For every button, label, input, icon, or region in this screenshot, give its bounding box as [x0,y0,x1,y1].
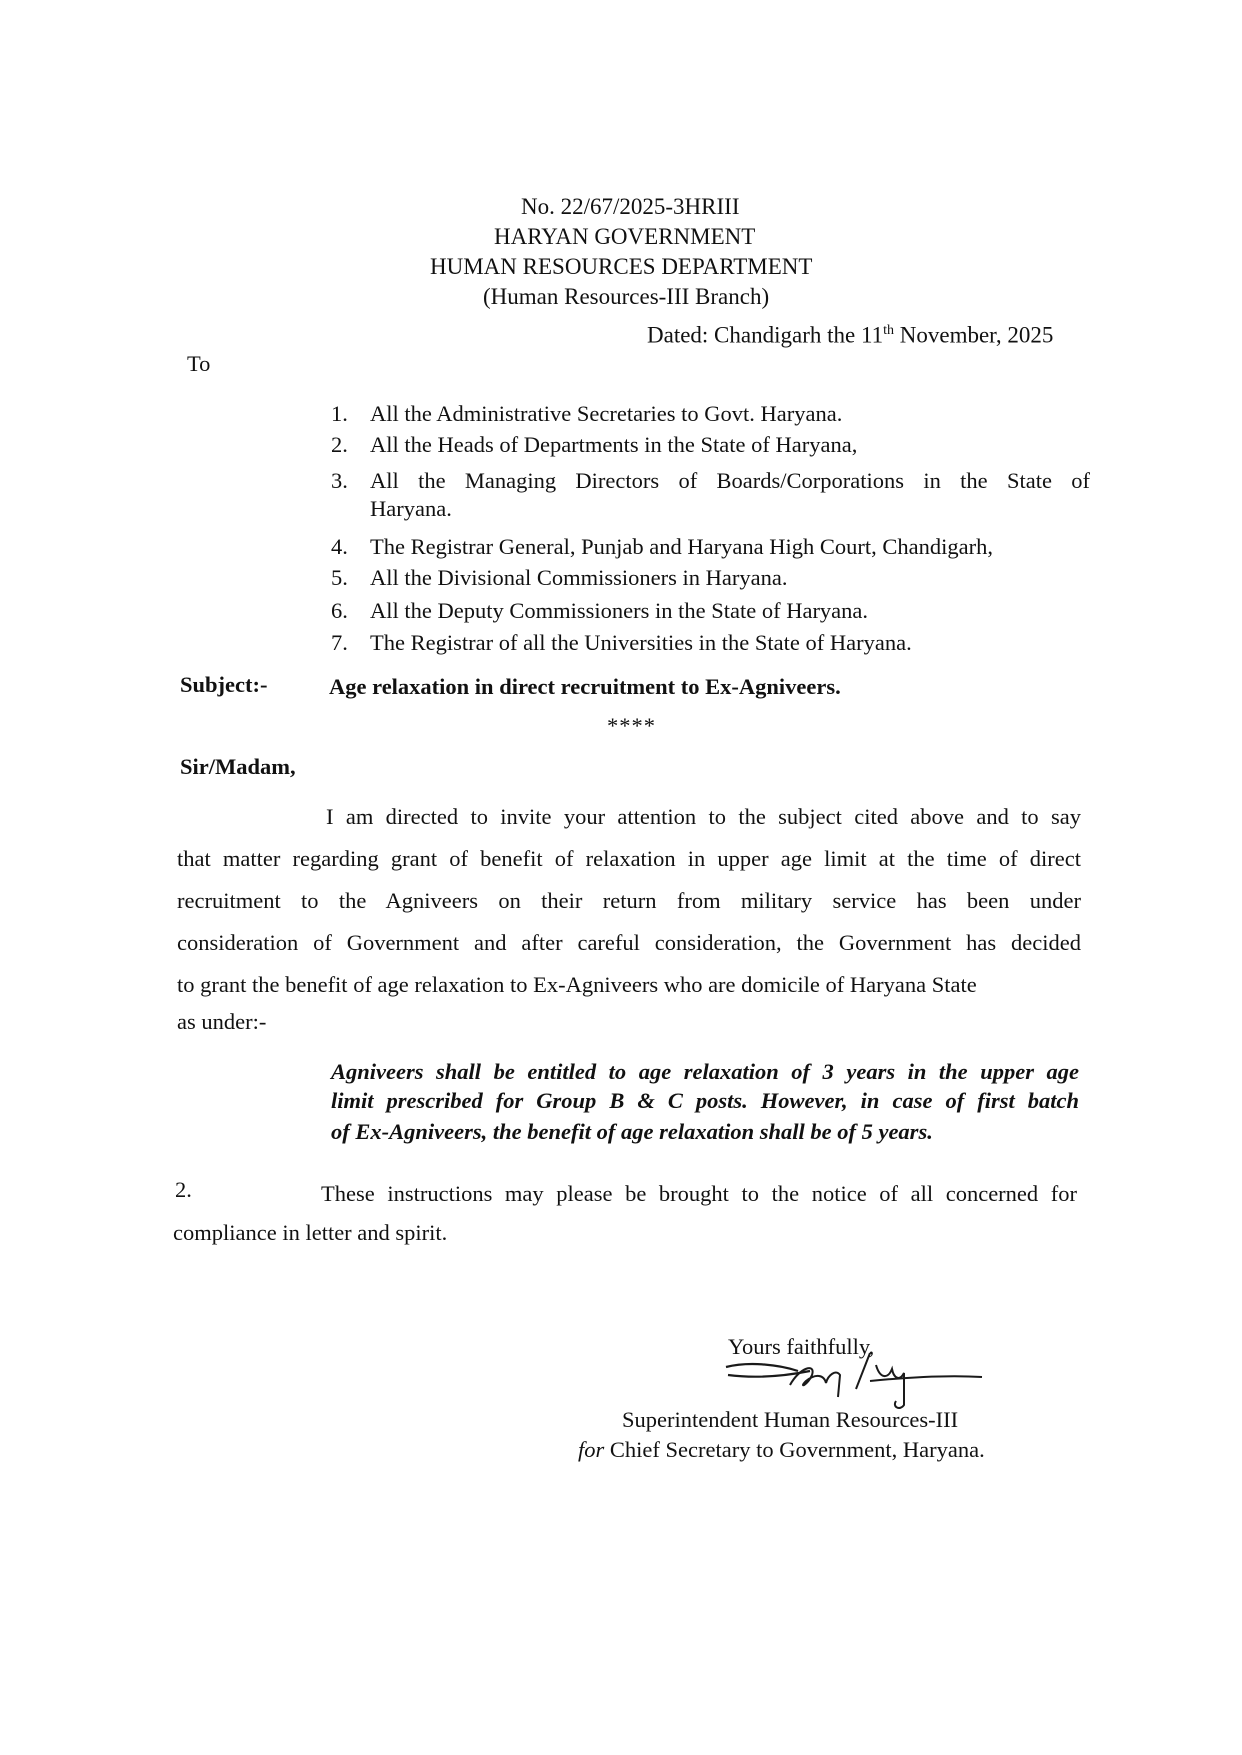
recipient-text [370,629,1090,657]
for-rest: Chief Secretary to Government, Haryana. [604,1437,985,1462]
file-number: No. 22/67/2025-3HRIII [521,194,740,219]
recipient-number: 4. [331,534,348,559]
recipient-text [370,533,1090,561]
salutation: Sir/Madam, [180,754,296,779]
para2-number: 2. [175,1177,192,1202]
recipient-number: 6. [331,598,348,623]
recipient-text [370,564,1090,592]
recipient-line: All the Deputy Commissioners in the State of Haryana. [370,598,869,623]
recipient-text [370,400,1090,428]
para1-line: recruitment to the Agniveers on their return from military service has been under [177,888,1081,913]
signature [720,1345,990,1415]
branch-name: (Human Resources-III Branch) [483,284,770,309]
recipient-line: The Registrar of all the Universities in the State of Haryana. [370,630,912,655]
department-name: HUMAN RESOURCES DEPARTMENT [430,254,813,279]
dated-suffix: November, 2025 [894,322,1054,348]
government-name: HARYAN GOVERNMENT [494,224,756,249]
signatory-designation: Superintendent Human Resources-III [622,1407,959,1432]
recipient-number: 5. [331,565,348,590]
recipient-text [370,597,1090,625]
subject-text: Age relaxation in direct recruitment to Ex-Agniveers. [329,674,841,699]
dated-superscript: th [883,323,894,338]
recipient-line: All the Divisional Commissioners in Haryana. [370,565,788,590]
recipient-line: All the Managing Directors of Boards/Corporations in the State of [370,468,1090,493]
yours-faithfully: Yours faithfully, [728,1334,875,1359]
dated-line [647,317,1053,350]
recipient-text [370,431,1090,459]
recipient-line: Haryana. [370,496,452,521]
to-label: To [187,351,211,376]
recipient-number: 2. [331,432,348,457]
recipient-line: The Registrar General, Punjab and Haryana High Court, Chandigarh, [370,534,993,559]
para1-line: to grant the benefit of age relaxation to Ex-Agniveers who are domicile of Haryana State [177,972,977,997]
quote-line: of Ex-Agniveers, the benefit of age relaxation shall be of 5 years. [331,1119,933,1144]
recipient-line: All the Heads of Departments in the State of Haryana, [370,432,858,457]
para2-line: compliance in letter and spirit. [173,1220,448,1245]
recipient-number: 7. [331,630,348,655]
quote-line: limit prescribed for Group B & C posts. However, in case of first batch [331,1088,1079,1113]
recipient-number: 1. [331,401,348,426]
recipient-number: 3. [331,468,348,493]
para1-line: I am directed to invite your attention to the subject cited above and to say [326,804,1081,829]
para2-line: These instructions may please be brought to the notice of all concerned for [321,1181,1077,1206]
for-word: for [578,1437,605,1462]
quote-line: Agniveers shall be entitled to age relaxation of 3 years in the upper age [331,1059,1079,1084]
para1-line: that matter regarding grant of benefit of relaxation in upper age limit at the time of direct [177,846,1081,871]
dated-prefix: Dated: Chandigarh the 11 [647,322,884,348]
subject-label: Subject:- [180,672,268,697]
para1-line: consideration of Government and after careful consideration, the Government has decided [177,930,1081,955]
separator-stars: **** [607,713,656,738]
signatory-for-line [578,1436,985,1464]
para1-line: as under:- [177,1009,267,1034]
recipient-text [370,467,1090,523]
recipient-line: All the Administrative Secretaries to Govt. Haryana. [370,401,843,426]
